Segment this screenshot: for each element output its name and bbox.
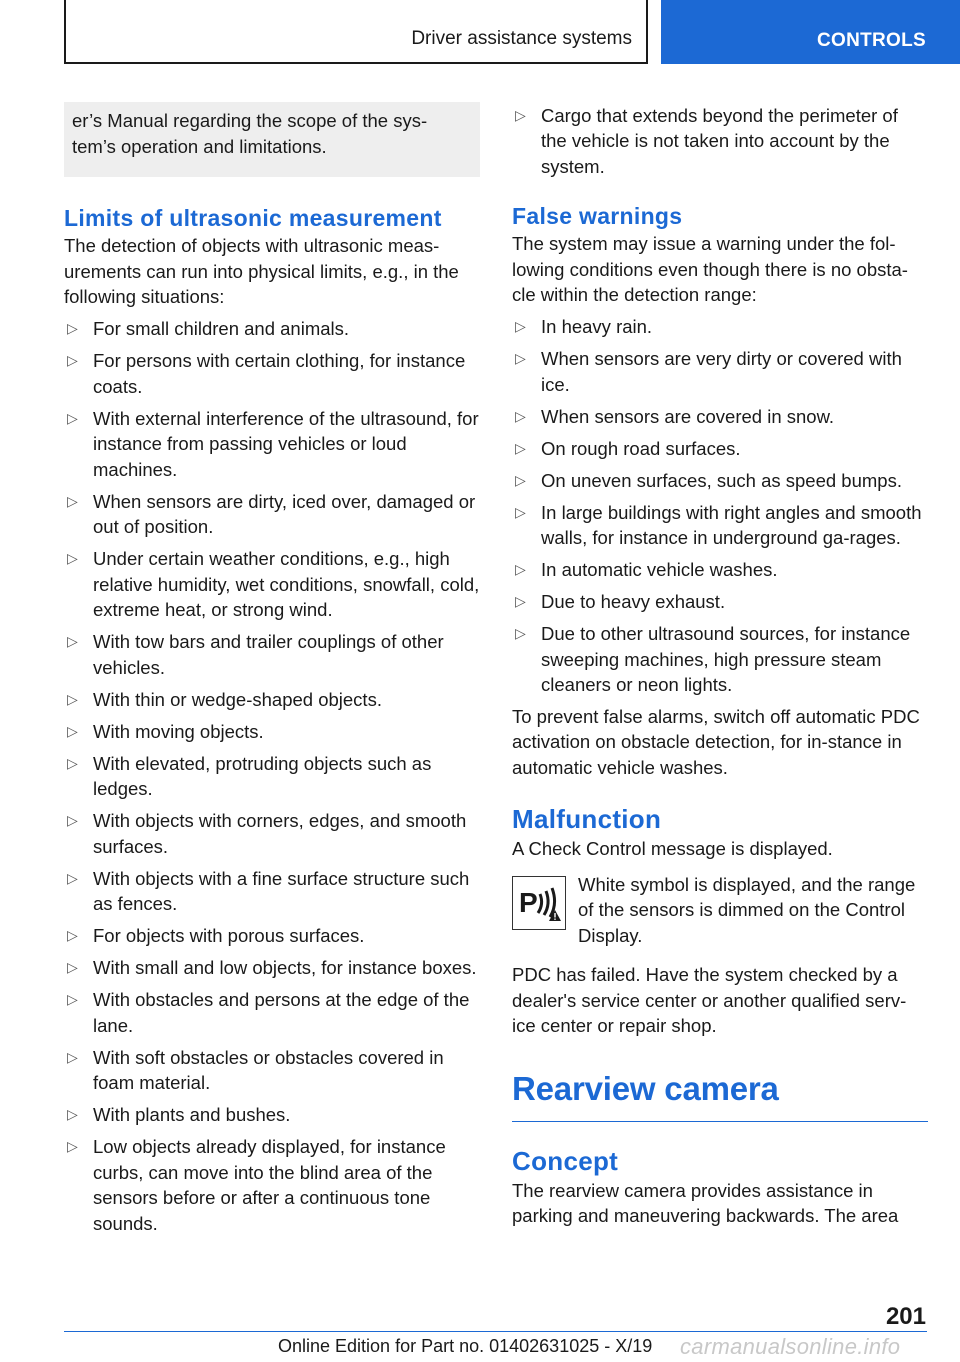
list-item xyxy=(64,629,480,680)
false-warnings-heading: False warnings xyxy=(512,203,683,229)
list-item-text: With external interference of the ultrasound, for instance from passing vehicles or loud machines. xyxy=(93,407,479,480)
note-box xyxy=(64,102,480,177)
continued-list xyxy=(512,103,928,180)
list-item-text: With soft obstacles or obstacles covered in foam material. xyxy=(93,1046,444,1093)
list-item xyxy=(64,406,480,483)
list-item-text: On uneven surfaces, such as speed bumps. xyxy=(541,469,902,491)
triangle-bullet-icon: ▷ xyxy=(515,350,526,366)
triangle-bullet-icon: ▷ xyxy=(515,471,526,488)
page-number: 201 xyxy=(885,1303,926,1330)
list-item-text: For objects with porous surfaces. xyxy=(93,925,365,946)
watermark: carmanualsonline.info xyxy=(680,1334,901,1359)
list-item-text: With moving objects. xyxy=(93,720,264,742)
list-item xyxy=(512,404,928,430)
malfunction-heading: Malfunction xyxy=(512,804,662,834)
list-item xyxy=(512,436,928,462)
list-item xyxy=(64,687,480,713)
list-item xyxy=(512,589,928,615)
list-item xyxy=(512,314,928,340)
list-item xyxy=(512,468,928,494)
svg-text:P: P xyxy=(519,886,538,918)
list-item-text: With objects with a fine surface structure such as fences. xyxy=(93,867,470,914)
page-header xyxy=(0,0,960,66)
list-item-text: With elevated, protruding objects such as ledges. xyxy=(93,752,432,799)
limits-intro: The detection of objects with ultrasonic meas-urements can run into physical limits, e.g., in the following situations: xyxy=(64,235,459,307)
malfunction-intro: A Check Control message is displayed. xyxy=(512,838,833,859)
triangle-bullet-icon: ▷ xyxy=(67,959,78,975)
list-item-text: When sensors are dirty, iced over, damaged or out of position. xyxy=(93,490,476,537)
list-item xyxy=(512,621,928,698)
triangle-bullet-icon: ▷ xyxy=(515,593,526,609)
list-item xyxy=(512,557,928,583)
pdc-warning-icon xyxy=(512,876,566,930)
list-item xyxy=(64,751,480,802)
list-item xyxy=(64,1102,480,1128)
footer-divider xyxy=(64,1331,927,1332)
list-item xyxy=(64,316,480,342)
triangle-bullet-icon: ▷ xyxy=(67,869,78,886)
limits-list xyxy=(64,316,480,1236)
concept-heading: Concept xyxy=(512,1145,619,1176)
list-item-text: When sensors are very dirty or covered with ice. xyxy=(541,348,902,395)
triangle-bullet-icon: ▷ xyxy=(515,318,526,334)
triangle-bullet-icon: ▷ xyxy=(515,625,526,641)
right-column xyxy=(512,102,928,1229)
list-item-text: With obstacles and persons at the edge of the lane. xyxy=(93,989,470,1036)
list-item-text: With plants and bushes. xyxy=(93,1104,291,1125)
triangle-bullet-icon: ▷ xyxy=(67,633,78,649)
section-title-box xyxy=(64,0,648,64)
triangle-bullet-icon: ▷ xyxy=(67,754,78,771)
list-item xyxy=(64,719,480,745)
section-title: Driver assistance systems xyxy=(411,28,632,49)
list-item-text: When sensors are covered in snow. xyxy=(541,405,835,427)
left-column xyxy=(64,102,480,1236)
list-item-text: Under certain weather conditions, e.g., high relative humidity, wet conditions, snowfall, cold, extreme heat, or strong wind. xyxy=(93,548,480,620)
rearview-camera-heading: Rearview camera xyxy=(512,1069,779,1107)
list-item-text: For persons with certain clothing, for instance coats. xyxy=(93,350,466,397)
triangle-bullet-icon: ▷ xyxy=(67,409,78,426)
chapter-tab[interactable] xyxy=(661,0,960,64)
concept-text: The rearview camera provides assistance in parking and maneuvering backwards. The area xyxy=(512,1179,899,1226)
list-item xyxy=(512,500,928,551)
chapter-title: CONTROLS xyxy=(816,30,926,51)
list-item xyxy=(64,348,480,399)
list-item xyxy=(64,866,480,917)
list-item-text: In automatic vehicle washes. xyxy=(541,559,778,580)
false-warnings-list xyxy=(512,314,928,698)
false-warnings-intro: The system may issue a warning under the fol-lowing conditions even though there is no obsta-cle within the detection range: xyxy=(512,233,908,305)
triangle-bullet-icon: ▷ xyxy=(67,991,78,1007)
list-item-text: Low objects already displayed, for instance curbs, can move into the blind area of the sensors before or after a continuous tone sounds. xyxy=(93,1136,446,1234)
triangle-bullet-icon: ▷ xyxy=(67,722,78,739)
list-item xyxy=(64,489,480,540)
malfunction-outro: PDC has failed. Have the system checked by a dealer's service center or another qualified serv-ice center or repair shop. xyxy=(512,964,907,1036)
list-item xyxy=(64,955,480,981)
triangle-bullet-icon: ▷ xyxy=(67,320,78,336)
list-item xyxy=(64,546,480,623)
list-item-text: In large buildings with right angles and smooth walls, for instance in underground ga-rages. xyxy=(541,501,922,548)
triangle-bullet-icon: ▷ xyxy=(67,1106,78,1122)
list-item-text: With objects with corners, edges, and smooth surfaces. xyxy=(93,810,467,857)
triangle-bullet-icon: ▷ xyxy=(67,690,78,707)
triangle-bullet-icon: ▷ xyxy=(67,812,78,828)
list-item-text: In heavy rain. xyxy=(541,316,653,337)
edition-line: Online Edition for Part no. 01402631025 - X/19 xyxy=(278,1336,653,1356)
triangle-bullet-icon: ▷ xyxy=(67,352,78,368)
triangle-bullet-icon: ▷ xyxy=(67,550,78,566)
list-item-text: For small children and animals. xyxy=(93,318,350,339)
list-item-text: With thin or wedge-shaped objects. xyxy=(93,688,382,710)
triangle-bullet-icon: ▷ xyxy=(515,561,526,577)
note-text: er’s Manual regarding the scope of the sys- tem’s operation and limitations. xyxy=(72,110,428,157)
triangle-bullet-icon: ▷ xyxy=(515,439,526,456)
false-warnings-outro: To prevent false alarms, switch off automatic PDC activation on obstacle detection, for in-stance in automatic vehicle washes. xyxy=(512,705,920,778)
list-item-text: With small and low objects, for instance boxes. xyxy=(93,957,477,978)
list-item-text: On rough road surfaces. xyxy=(541,437,741,459)
triangle-bullet-icon: ▷ xyxy=(67,492,78,509)
list-item-text: Due to other ultrasound sources, for instance sweeping machines, high pressure steam cleaners or neon lights. xyxy=(541,623,911,695)
list-item xyxy=(64,987,480,1038)
list-item-text: Due to heavy exhaust. xyxy=(541,591,726,612)
malfunction-symbol-text: White symbol is displayed, and the range of the sensors is dimmed on the Control Display. xyxy=(578,873,916,946)
triangle-bullet-icon: ▷ xyxy=(515,106,526,123)
triangle-bullet-icon: ▷ xyxy=(515,407,526,424)
list-item-text: With tow bars and trailer couplings of other vehicles. xyxy=(93,631,444,678)
list-item xyxy=(64,1045,480,1096)
list-item xyxy=(512,346,928,397)
triangle-bullet-icon: ▷ xyxy=(67,927,78,943)
triangle-bullet-icon: ▷ xyxy=(67,1048,78,1065)
triangle-bullet-icon: ▷ xyxy=(515,503,526,520)
list-item xyxy=(64,1134,480,1236)
list-item xyxy=(64,923,480,949)
triangle-bullet-icon: ▷ xyxy=(67,1138,78,1154)
limits-heading: Limits of ultrasonic measurement xyxy=(64,205,442,231)
malfunction-symbol-row xyxy=(512,872,928,949)
rearview-heading-block xyxy=(512,1069,928,1122)
list-item xyxy=(64,808,480,859)
list-item: ▷ Cargo that extends beyond the perimeter of the vehicle is not taken into account by the system. xyxy=(515,104,898,177)
